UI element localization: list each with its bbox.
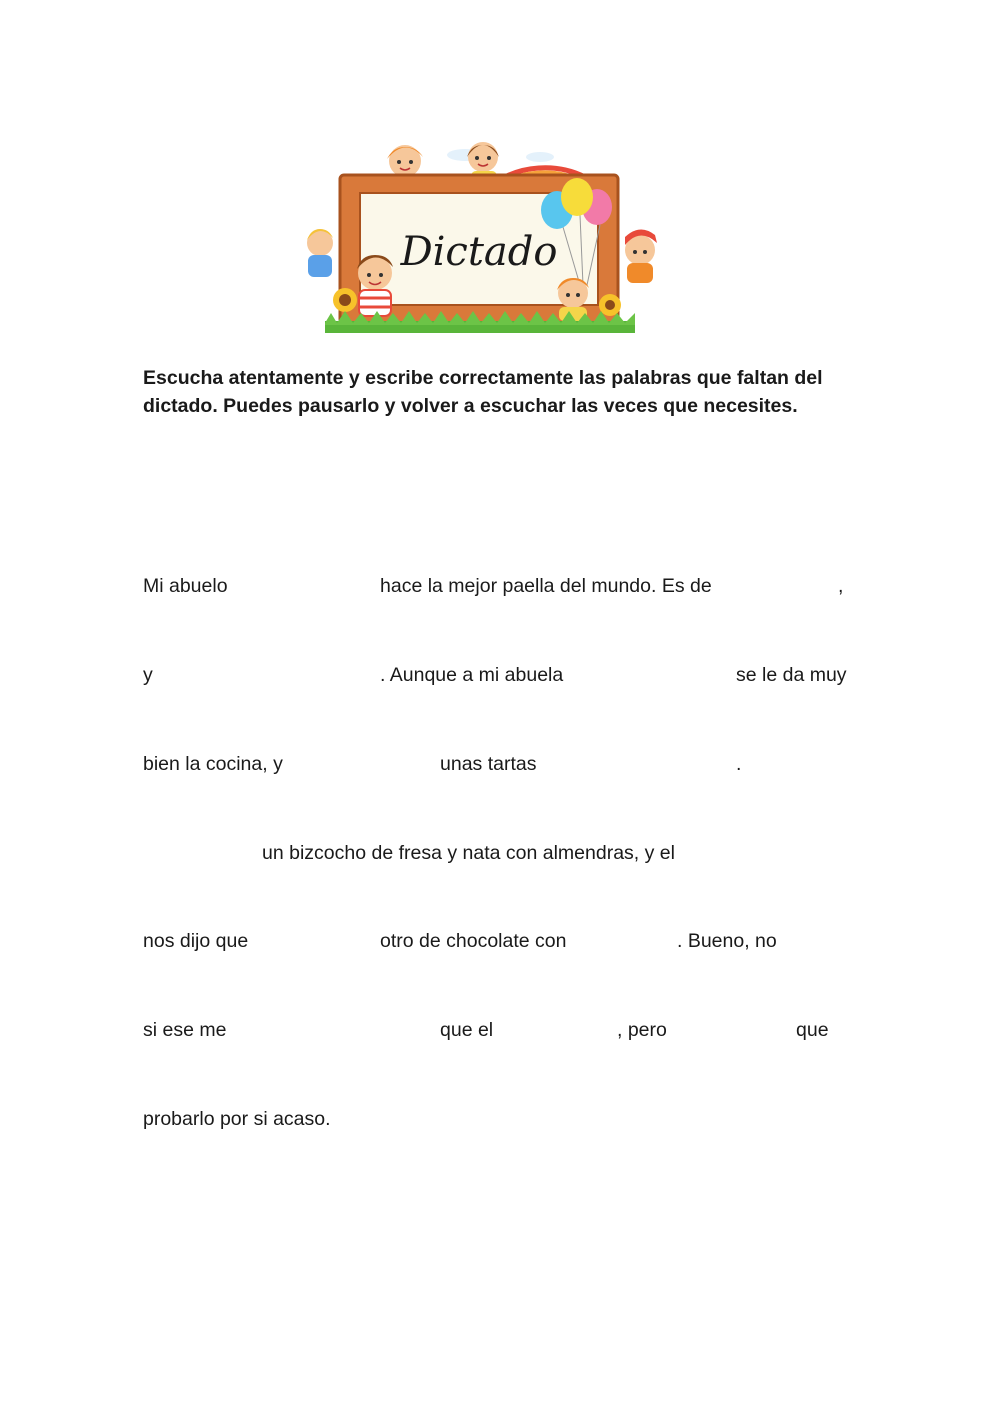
sunflower-right-icon <box>599 294 621 316</box>
blank-10[interactable] <box>596 929 672 953</box>
text-segment-1: Mi abuelo <box>143 575 228 597</box>
blank-11[interactable] <box>238 1018 432 1042</box>
blank-12[interactable] <box>504 1018 612 1042</box>
blank-3[interactable] <box>160 663 374 687</box>
text-segment-7: bien la cocina, y <box>143 753 283 775</box>
blank-2[interactable] <box>748 574 834 598</box>
header-title: Dictado <box>400 229 558 275</box>
text-segment-17: que <box>796 1019 829 1041</box>
text-segment-14: si ese me <box>143 1019 227 1041</box>
blank-7[interactable] <box>143 841 255 865</box>
blank-13[interactable] <box>680 1018 788 1042</box>
text-segment-8: unas tartas <box>440 753 537 775</box>
text-segment-15: que el <box>440 1019 494 1041</box>
text-segment-12: otro de chocolate con <box>380 930 567 952</box>
text-segment-2: hace la mejor paella del mundo. Es de <box>380 575 712 597</box>
text-segment-5: . Aunque a mi abuela <box>380 664 564 686</box>
blank-9[interactable] <box>266 929 374 953</box>
blank-5[interactable] <box>302 752 432 776</box>
dictado-header-illustration <box>305 135 665 340</box>
blank-6[interactable] <box>553 752 731 776</box>
text-segment-6: se le da muy <box>736 664 847 686</box>
text-segment-9: . <box>736 753 742 775</box>
text-segment-13: . Bueno, no <box>677 930 777 952</box>
text-segment-4: y <box>143 664 153 686</box>
sunflower-left-icon <box>333 288 357 312</box>
text-segment-16: , pero <box>617 1019 667 1041</box>
blank-4[interactable] <box>590 663 730 687</box>
text-segment-10: un bizcocho de fresa y nata con almendras, y el <box>262 842 675 864</box>
kid-left-icon <box>307 229 333 277</box>
instructions-text: Escucha atentamente y escribe correctamente las palabras que faltan del dictado. Puedes pausarlo y volver a escuchar las veces que necesites. <box>143 367 823 417</box>
text-segment-18: probarlo por si acaso. <box>143 1108 331 1130</box>
text-segment-11: nos dijo que <box>143 930 249 952</box>
text-segment-3: , <box>838 575 844 597</box>
blank-8[interactable] <box>718 841 858 865</box>
kid-right-icon <box>625 229 657 283</box>
blank-1[interactable] <box>245 574 373 598</box>
